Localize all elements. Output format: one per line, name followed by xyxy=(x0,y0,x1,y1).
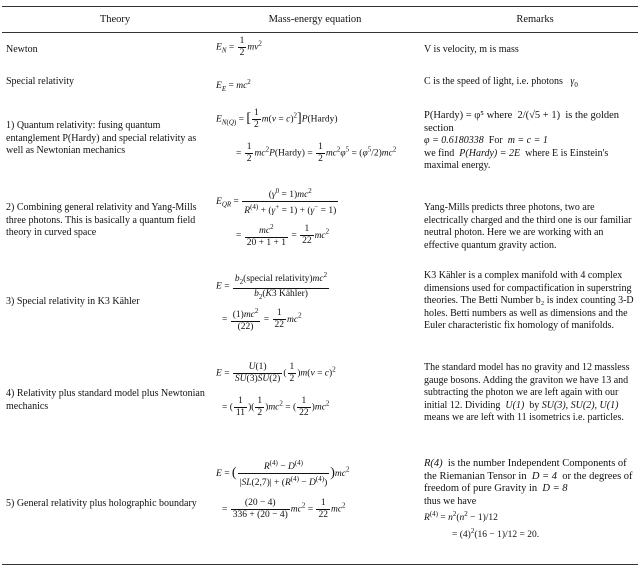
row-holo-remarks: R(4) is the number Independent Components of the Riemanian Tensor in D = 4 or the degrees of freedom of pure Gravity in D = 8 thus we have $R^{(4)} = n^2(n^2 - 1)/12$ = $(4)^2(16 - 1)/12 = 20$. xyxy=(424,458,636,542)
row-gr-ym-remarks: Yang-Mills predicts three photons, two are electrically charged and the third one is our familiar neutral photon. Here we are working with an effective quantum gravity action. xyxy=(424,202,632,251)
header-theory: Theory xyxy=(99,14,131,25)
qr-remark-golden: is the golden section xyxy=(424,110,620,134)
row-k3-remarks: K3 Kähler is a complex manifold with 4 complex dimensions used for compactification in superstring theories. The Betti Number b₂ is index counting 3-D holes. Betti numbers as well as dimensions and the Euler characteristic fix homology of manifolds. xyxy=(424,270,634,332)
row-newton-theory: Newton xyxy=(6,44,38,55)
sm-remark-groups: SU(3), SU(2), U(1) xyxy=(541,399,619,411)
sm-remark-result: means we are left with 11 isometrics i.e. particles. xyxy=(424,412,624,424)
holo-remark-dof: or the degrees of freedom of pure Gravity in xyxy=(424,470,633,495)
header-equation: Mass-energy equation xyxy=(268,14,362,25)
table-bottom-rule xyxy=(2,564,638,565)
row-holo-theory: 5) General relativity plus holographic boundary xyxy=(6,498,197,509)
sm-remark-u1: U(1) xyxy=(505,399,525,411)
sm-remark-by: by xyxy=(529,399,540,411)
row-qr-equation: $E_{N(Q)}$ = [ $\frac{1}{2}$ m(v = c)$^2$]P(Hardy) = $\frac{1}{2}$ $mc^2P(Hardy)$ = $\frac{1}{2}$ $mc^2\varphi^5 = (\varphi^5/2)mc^2$ xyxy=(216,108,397,164)
sm-remark-intro: The standard model has no gravity and 12 massless gauge bosons. Adding the graviton we have 13 and subtracting the photon we are left again with our initial 12. Dividing xyxy=(424,362,630,411)
table-top-rule xyxy=(2,6,638,7)
row-sm-equation: E = $\frac{U(1)}{SU(3)SU(2)}$ ( $\frac{1}{2}$ )m(v = c)$^2$ = ( $\frac{1}{11}$ )( $\frac{1}{2}$ )$mc^2$ = ( $\frac{1}{22}$ )$mc^2$ xyxy=(216,362,336,418)
qr-remark-result: P(Hardy) = 2E xyxy=(459,147,521,159)
row-sr-remarks: C is the speed of light, i.e. photons $\gamma_0$ xyxy=(424,76,578,89)
row-newton-remarks: V is velocity, m is mass xyxy=(424,44,519,55)
qr-remark-phardy: P(Hardy) = φ⁵ where xyxy=(424,110,513,121)
holo-remark-d8: D = 8 xyxy=(542,483,568,495)
holo-remark-r4: R(4) xyxy=(424,458,443,469)
row-sm-theory: 4) Relativity plus standard model plus Newtonian mechanics xyxy=(6,388,205,412)
row-holo-equation: E = ( $\frac{R^{(4)} - D^{(4)}}{|SL(2,7)| + (R^{(4)} - D^{(4)})}$ )$mc^2$ = $\frac{(20 - 4)}{336 + (20 - 4)}$ $mc^2$ = $\frac{1}{22}$ $mc^2$ xyxy=(216,459,350,520)
qr-remark-mc: m = c = 1 xyxy=(507,135,548,147)
row-sr-theory: Special relativity xyxy=(6,76,75,87)
row-k3-equation: E = $\frac{b_2(special relativity)mc^2}{b_2(K3 Kähler)}$ = $\frac{(1)mc^2}{(22)}$ = $\frac{1}{22}$ $mc^2$ xyxy=(216,271,328,333)
row-qr-theory: 1) Quantum relativity: fusing quantum entanglement P(Hardy) and special relativity as well as Newtonian mechanics xyxy=(6,120,197,157)
row-gr-ym-equation: $E_{QR}$ = $\frac{(\gamma^0 = 1)mc^2}{R^{(4)} + (\gamma^+ = 1) + (\gamma^- = 1)}$ = $\frac{mc^2}{20 + 1 + 1}$ = $\frac{1}{22}$ $mc^2$ xyxy=(216,187,337,249)
row-sm-remarks xyxy=(424,362,636,425)
header-rule xyxy=(2,32,638,33)
holo-remark-d4: D = 4 xyxy=(531,470,558,482)
row-sr-remarks-text: C is the speed of light, i.e. photons xyxy=(424,76,563,87)
holo-remark-text: is the number Independent Components of the Riemanian Tensor in xyxy=(424,458,627,482)
qr-remark-phi: φ = 0.6180338 xyxy=(424,135,484,147)
qr-remark-wefind: we find xyxy=(424,147,455,159)
qr-remark-einstein: where E is Einstein's maximal energy. xyxy=(424,147,609,172)
qr-remark-for: For xyxy=(488,135,503,147)
holo-remark-thus: thus we have xyxy=(424,495,477,507)
row-k3-theory: 3) Special relativity in K3 Kähler xyxy=(6,296,140,307)
row-qr-remarks: P(Hardy) = φ⁵ where 2/(√5 + 1) is the golden section φ = 0.6180338 For m = c = 1 we find P(Hardy) = 2E where E is Einstein's maximal energy. xyxy=(424,110,620,172)
header-remarks: Remarks xyxy=(516,14,554,25)
row-gr-ym-theory: 2) Combining general relativity and Yang-Mills three photons. This is basically a quantum field theory in curved space xyxy=(6,202,197,239)
